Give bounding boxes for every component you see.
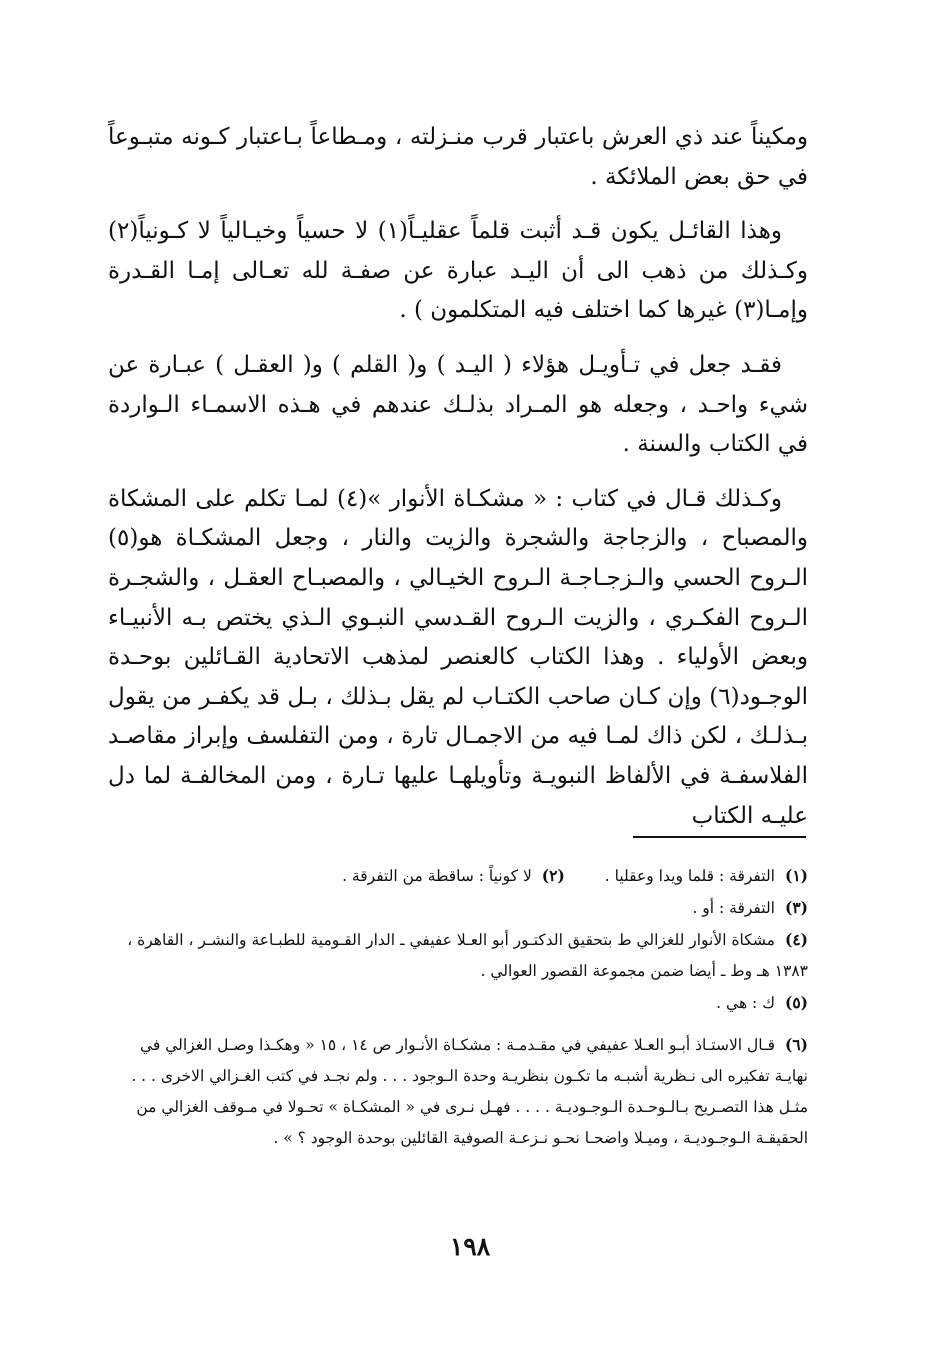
- footnote-line-1-2: [108, 860, 808, 892]
- paragraph-3: فقـد جعل في تـأويـل هؤلاء ( اليـد ) و( القلم ) و( العقـل ) عبـارة عن شيء واحـد ، وجعله هو المـراد بذلـك عندهم في هـذه الاسمـاء الـواردة في الكتاب والسنة .: [108, 351, 808, 458]
- footnote-6: [108, 1029, 808, 1154]
- footnotes: [108, 860, 808, 1154]
- paragraph-4: وكـذلك قـال في كتاب : « مشكـاة الأنوار »(٤) لمـا تكلم على المشكاة والمصباح ، والزجاجة والشجرة والزيت والنار ، وجعل المشكـاة هو(٥) الـروح الحسي والـزجـاجـة الـروح الخيـالي ، والمصبـاح العقـل ، والشجـرة الـروح الفكـري ، والزيت الـروح القـدسي النبـوي الـذي يختص بـه الأنبيـاء وبعض الأولياء . وهذا الكتاب كالعنصر لمذهب الاتحادية القـائلين بوحـدة الوجـود(٦) وإن كـان صاحب الكتـاب لم يقل بـذلك ، بـل قد يكفـر من يقول بـذلـك ، لكن ذاك لمـا فيه من الاجمـال تارة ، ومن التفلسف وإبراز مقاصـد الفلاسفـة في الألفاظ النبويـة وتأويلهـا عليها تـارة ، ومن المخالفـة لما دل عليـه الكتاب: [108, 485, 808, 829]
- footnote-divider: [633, 836, 806, 838]
- footnote-number: (١): [784, 866, 808, 885]
- footnote-text: التفرقة : أو .: [692, 899, 775, 917]
- footnote-number: (٥): [784, 993, 808, 1012]
- footnote-number: (٤): [784, 930, 808, 949]
- footnote-text: التفرقة : قلما ويدا وعقليا .: [604, 867, 775, 885]
- page-number: ١٩٨: [449, 1232, 491, 1261]
- footnote-text: ك : هي .: [716, 994, 775, 1012]
- paragraph-2: وهذا القائـل يكون قـد أثبت قلماً عقليـاً(١) لا حسياً وخيـالياً لا كـونياً(٢) وكـذلك من ذهب الى أن اليـد عبارة عن صفـة لله تعـالى إمـا القـدرة وإمـا(٣) غيرها كما اختلف فيه المتكلمون ) .: [108, 218, 808, 324]
- footnote-5: [108, 987, 808, 1019]
- footnote-number: (٦): [784, 1035, 808, 1054]
- footnote-number: (٣): [784, 898, 808, 917]
- footnote-number: (٢): [541, 866, 565, 885]
- footnote-2: [342, 867, 565, 885]
- main-text: [108, 118, 808, 851]
- paragraph-1: ومكيناً عند ذي العرش باعتبار قرب منـزلته ، ومـطاعاً بـاعتبار كـونه متبـوعاً في حق بعض الملائكة .: [108, 124, 808, 190]
- footnote-3: [108, 892, 808, 924]
- footnote-text: مشكاة الأنوار للغزالي ط بتحقيق الدكتـور أبو العـلا عفيفي ـ الدار القـومية للطبـاعة والنشـر ، القاهرة ، ١٣٨٣ هـ وط ـ أيضا ضمن مجموعة القصور العوالي .: [127, 931, 808, 980]
- footnote-1: [605, 860, 808, 892]
- footnote-4: [108, 924, 808, 987]
- footnote-text: قـال الاستـاذ أبـو العـلا عفيفي في مقـدمـة : مشكـاة الأنـوار ص ١٤ ، ١٥ « وهكـذا وصـل الغزالي في نهايـة تفكيره الى نـظرية أشبـه ما تكـون بنظريـة وحدة الـوجود . . . ولم نجـد في كتب الغـزالي الاخرى . . . مثـل هذا التصـريح بـالـوحـدة الـوجـوديـة . . . . فهـل نـرى في « المشكـاة » تحـولا في مـوقف الغزالي من الحقيقـة الـوجـوديـة ، وميـلا واضحـا نحـو نـزعـة الصوفية القائلين بوحدة الوجود ؟ » .: [131, 1036, 808, 1147]
- footnote-text: لا كونياً : ساقطة من التفرقة .: [342, 867, 532, 885]
